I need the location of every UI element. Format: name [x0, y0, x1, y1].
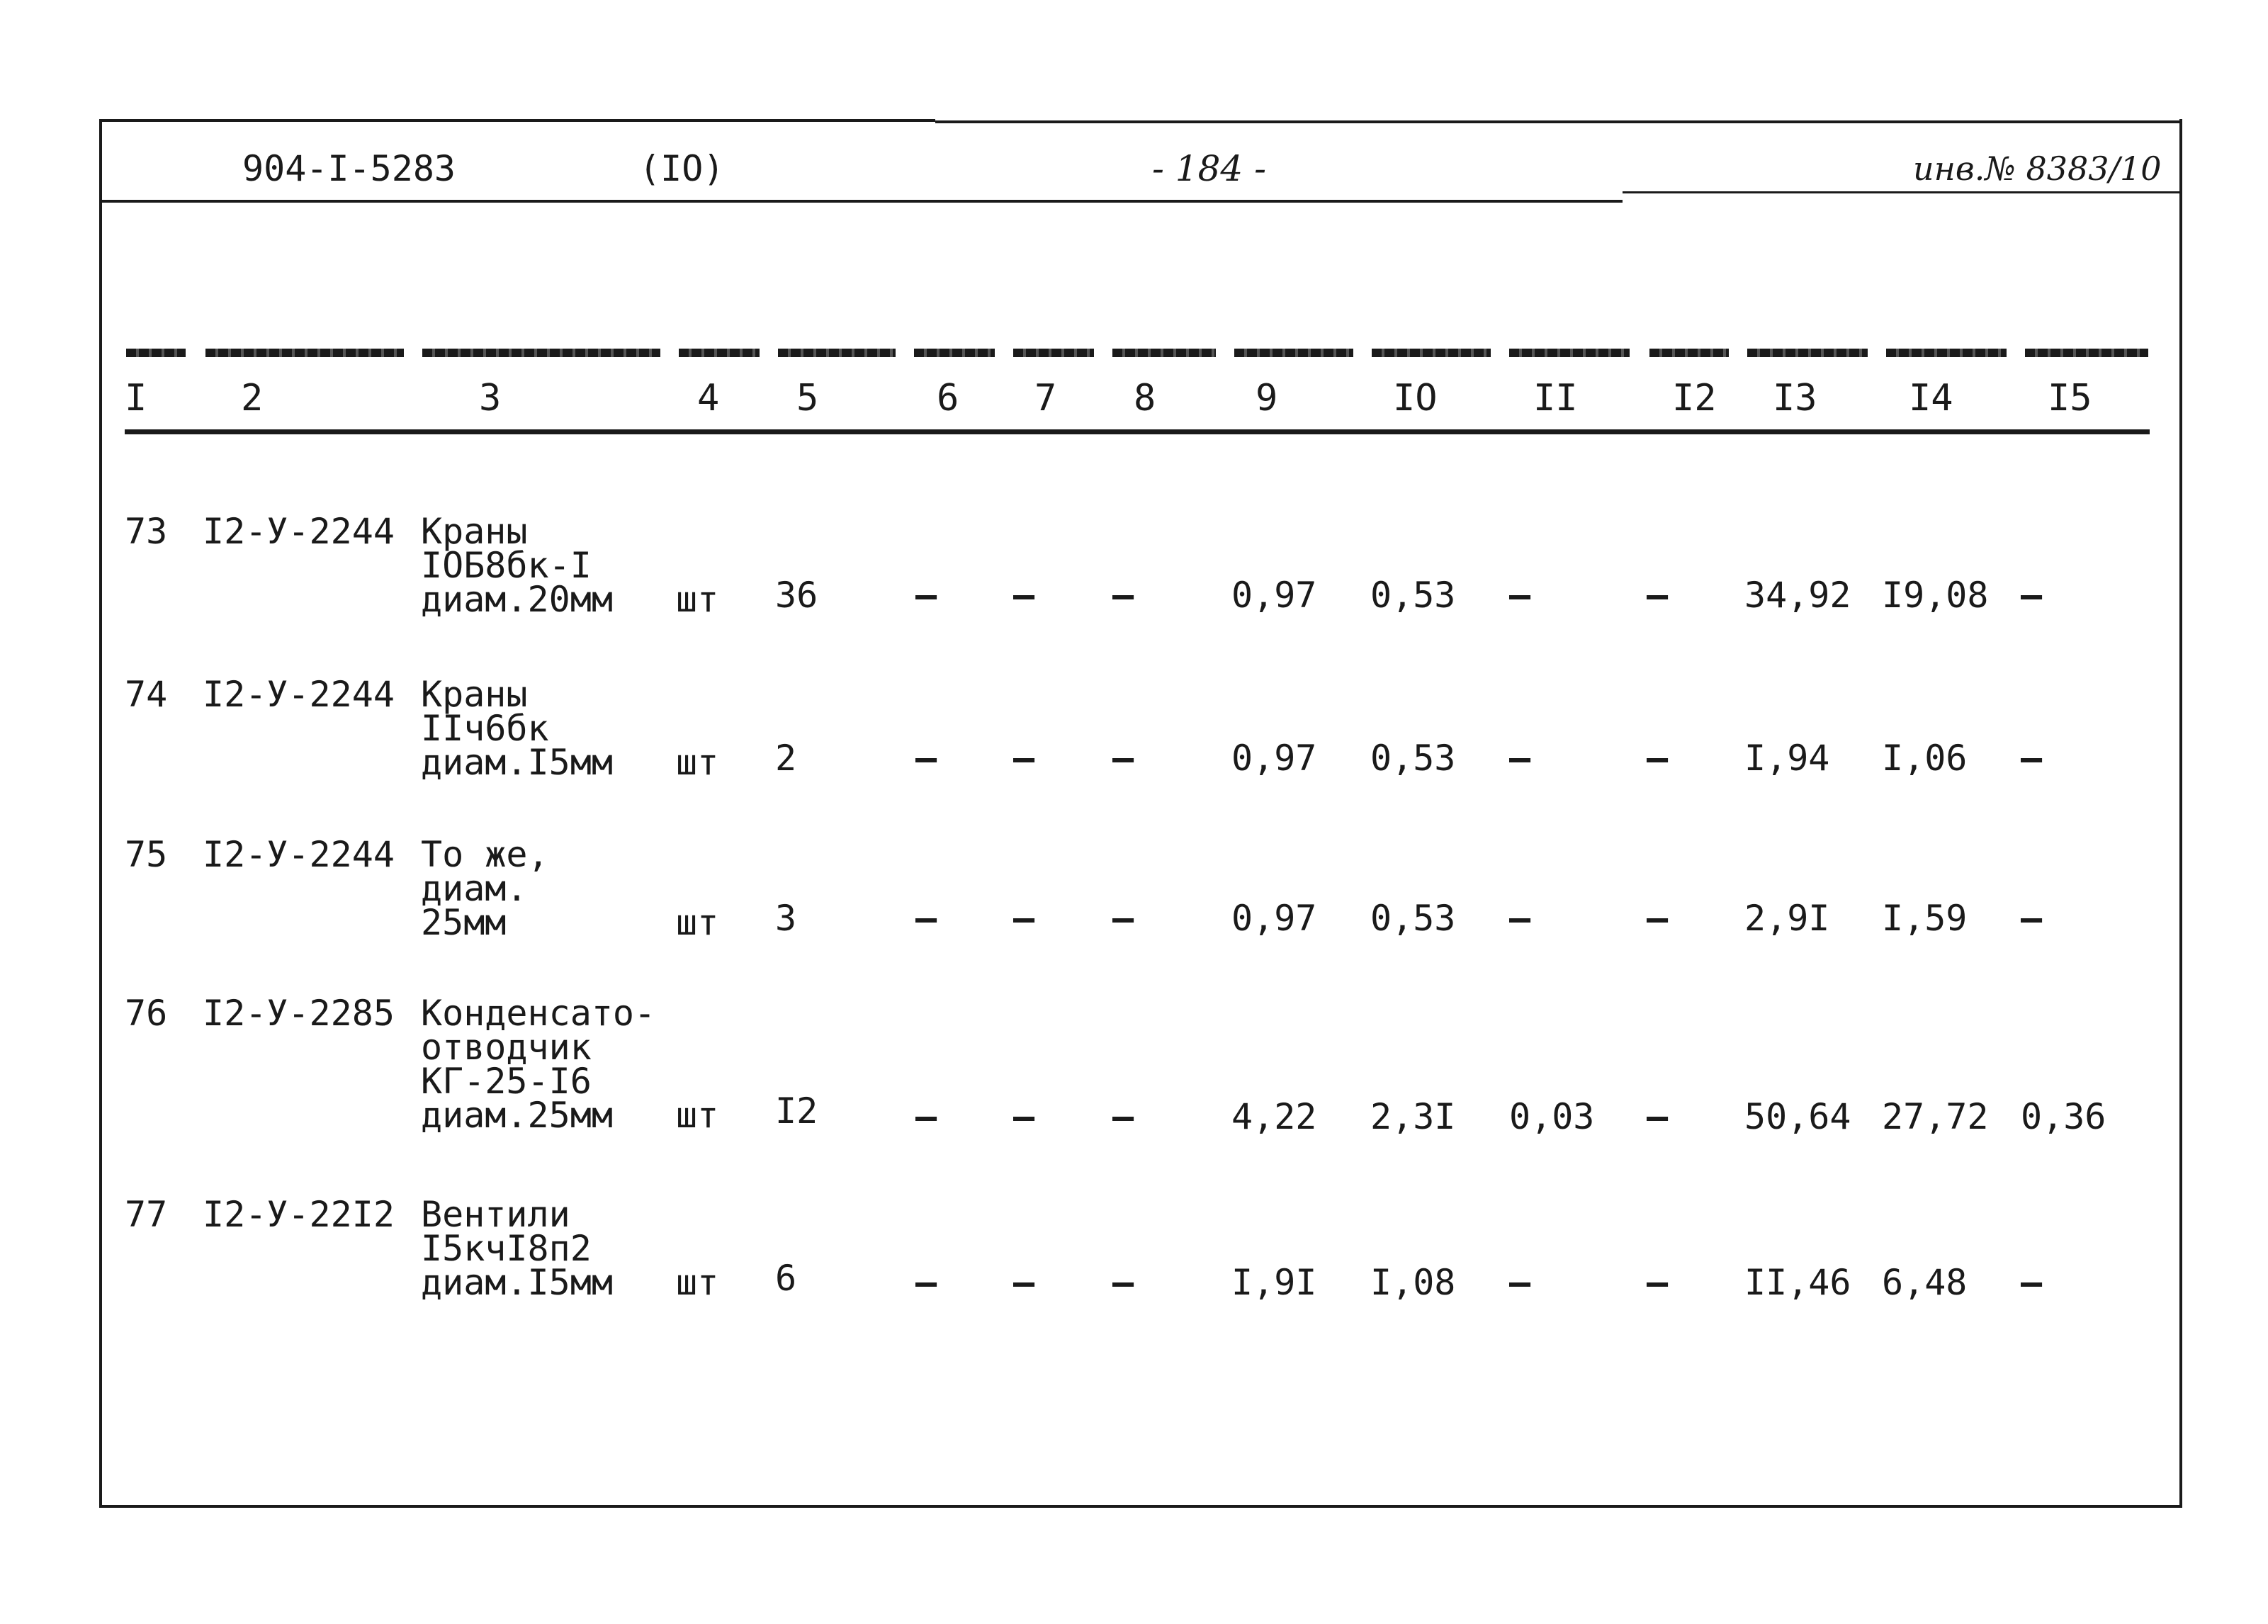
col7-value: – — [1013, 575, 1035, 616]
column-number: I2 — [1672, 377, 1717, 419]
rule-seg — [1234, 349, 1353, 357]
sheet-frame — [99, 119, 2182, 1508]
rule-seg — [126, 349, 186, 357]
col6-value: – — [915, 738, 937, 779]
table-top-rule — [0, 349, 2268, 359]
page-number: - 184 - — [1152, 148, 1267, 189]
rule-seg — [679, 349, 760, 357]
column-number: 6 — [937, 377, 959, 419]
item-name — [421, 993, 656, 1136]
column-number: 4 — [697, 377, 720, 419]
col13-value: I,94 — [1744, 738, 1830, 779]
column-number: I5 — [2048, 377, 2092, 419]
col13-value: II,46 — [1744, 1262, 1851, 1303]
section-code: (IO) — [639, 148, 725, 189]
col12-value: – — [1647, 575, 1669, 616]
item-name-line: диам.20мм — [421, 579, 613, 620]
col8-value: – — [1112, 898, 1134, 939]
rule-seg — [422, 349, 660, 357]
norm-code: I2-У-2244 — [203, 834, 395, 875]
col9-value: 4,22 — [1231, 1096, 1317, 1137]
row-number: 75 — [125, 834, 168, 875]
col14-value: I9,08 — [1882, 575, 1989, 616]
rule-seg — [1649, 349, 1729, 357]
col6-value: – — [915, 1262, 937, 1303]
col8-value: – — [1112, 1096, 1134, 1137]
column-number: II — [1533, 377, 1578, 419]
col10-value: I,08 — [1370, 1262, 1456, 1303]
item-name-line: диам. — [421, 868, 528, 909]
col8-value: – — [1112, 738, 1134, 779]
column-number: IO — [1393, 377, 1438, 419]
norm-code: I2-У-22I2 — [203, 1194, 395, 1235]
col14-value: I,59 — [1882, 898, 1968, 939]
quantity: 3 — [775, 898, 797, 939]
column-number: 7 — [1034, 377, 1057, 419]
item-name-line: отводчик — [421, 1027, 592, 1068]
col8-value: – — [1112, 575, 1134, 616]
col6-value: – — [915, 575, 937, 616]
item-name-line: Краны — [421, 674, 528, 715]
norm-code: I2-У-2244 — [203, 511, 395, 552]
col11-value: – — [1509, 898, 1531, 939]
norm-code: I2-У-2244 — [203, 674, 395, 715]
rule-seg — [2025, 349, 2148, 357]
col6-value: – — [915, 898, 937, 939]
col7-value: – — [1013, 738, 1035, 779]
column-number: 3 — [479, 377, 502, 419]
item-name — [421, 674, 613, 783]
col10-value: 2,3I — [1370, 1096, 1456, 1137]
row-number: 73 — [125, 511, 168, 552]
quantity: I2 — [775, 1090, 818, 1132]
rule-seg — [914, 349, 995, 357]
col12-value: – — [1647, 898, 1669, 939]
col10-value: 0,53 — [1370, 898, 1456, 939]
rule-seg — [778, 349, 896, 357]
col15-value: 0,36 — [2021, 1096, 2106, 1137]
item-name-line: 25мм — [421, 902, 507, 943]
col11-value: 0,03 — [1509, 1096, 1595, 1137]
unit: шт — [676, 1262, 719, 1303]
col9-value: 0,97 — [1231, 575, 1317, 616]
col8-value: – — [1112, 1262, 1134, 1303]
col14-value: 6,48 — [1882, 1262, 1968, 1303]
frame-top-line-left — [99, 119, 935, 122]
unit: шт — [676, 579, 719, 620]
column-number: 5 — [796, 377, 819, 419]
column-number: 2 — [241, 377, 264, 419]
item-name-line: То же, — [421, 834, 549, 875]
col12-value: – — [1647, 1262, 1669, 1303]
item-name-line: Конденсато- — [421, 993, 656, 1034]
inventory-stamp: инв.№ 8383/10 — [1913, 150, 2162, 188]
col14-value: I,06 — [1882, 738, 1968, 779]
unit: шт — [676, 902, 719, 943]
norm-code: I2-У-2285 — [203, 993, 395, 1034]
col15-value: – — [2021, 575, 2043, 616]
item-name — [421, 834, 549, 943]
col15-value: – — [2021, 898, 2043, 939]
item-name — [421, 511, 613, 620]
col12-value: – — [1647, 738, 1669, 779]
quantity: 36 — [775, 575, 818, 616]
col14-value: 27,72 — [1882, 1096, 1989, 1137]
unit: шт — [676, 742, 719, 783]
column-number: 8 — [1134, 377, 1156, 419]
col7-value: – — [1013, 1262, 1035, 1303]
item-name-line: IIч6бк — [421, 708, 549, 749]
rule-seg — [1372, 349, 1491, 357]
item-name-line: Краны — [421, 511, 528, 552]
col13-value: 50,64 — [1744, 1096, 1851, 1137]
document-code: 904-I-5283 — [242, 148, 456, 189]
column-number: I — [125, 377, 147, 419]
quantity: 6 — [775, 1258, 797, 1299]
col13-value: 34,92 — [1744, 575, 1851, 616]
column-header-rule — [125, 429, 2150, 434]
col11-value: – — [1509, 575, 1531, 616]
rule-seg — [1112, 349, 1216, 357]
col11-value: – — [1509, 738, 1531, 779]
item-name — [421, 1194, 613, 1303]
item-name-line: I5кчI8п2 — [421, 1228, 592, 1269]
column-number: I4 — [1909, 377, 1953, 419]
item-name-line: диам.25мм — [421, 1095, 613, 1136]
col7-value: – — [1013, 1096, 1035, 1137]
rule-seg — [1886, 349, 2007, 357]
col12-value: – — [1647, 1096, 1669, 1137]
col9-value: 0,97 — [1231, 738, 1317, 779]
col11-value: – — [1509, 1262, 1531, 1303]
unit: шт — [676, 1095, 719, 1136]
rule-seg — [205, 349, 404, 357]
header-divider — [99, 200, 1623, 203]
rule-seg — [1509, 349, 1630, 357]
rule-seg — [1013, 349, 1094, 357]
header-divider-right — [1623, 191, 2179, 193]
item-name-line: КГ-25-I6 — [421, 1061, 592, 1102]
col13-value: 2,9I — [1744, 898, 1830, 939]
item-name-line: IOБ8бк-I — [421, 545, 592, 586]
frame-top-line-right — [935, 120, 2179, 123]
rule-seg — [1747, 349, 1868, 357]
quantity: 2 — [775, 738, 797, 779]
col15-value: – — [2021, 1262, 2043, 1303]
row-number: 74 — [125, 674, 168, 715]
col6-value: – — [915, 1096, 937, 1137]
col15-value: – — [2021, 738, 2043, 779]
col9-value: 0,97 — [1231, 898, 1317, 939]
col9-value: I,9I — [1231, 1262, 1317, 1303]
item-name-line: диам.I5мм — [421, 1262, 613, 1303]
col10-value: 0,53 — [1370, 738, 1456, 779]
column-number: I3 — [1773, 377, 1817, 419]
row-number: 77 — [125, 1194, 168, 1235]
item-name-line: диам.I5мм — [421, 742, 613, 783]
item-name-line: Вентили — [421, 1194, 570, 1235]
row-number: 76 — [125, 993, 168, 1034]
col10-value: 0,53 — [1370, 575, 1456, 616]
column-number: 9 — [1256, 377, 1278, 419]
col7-value: – — [1013, 898, 1035, 939]
